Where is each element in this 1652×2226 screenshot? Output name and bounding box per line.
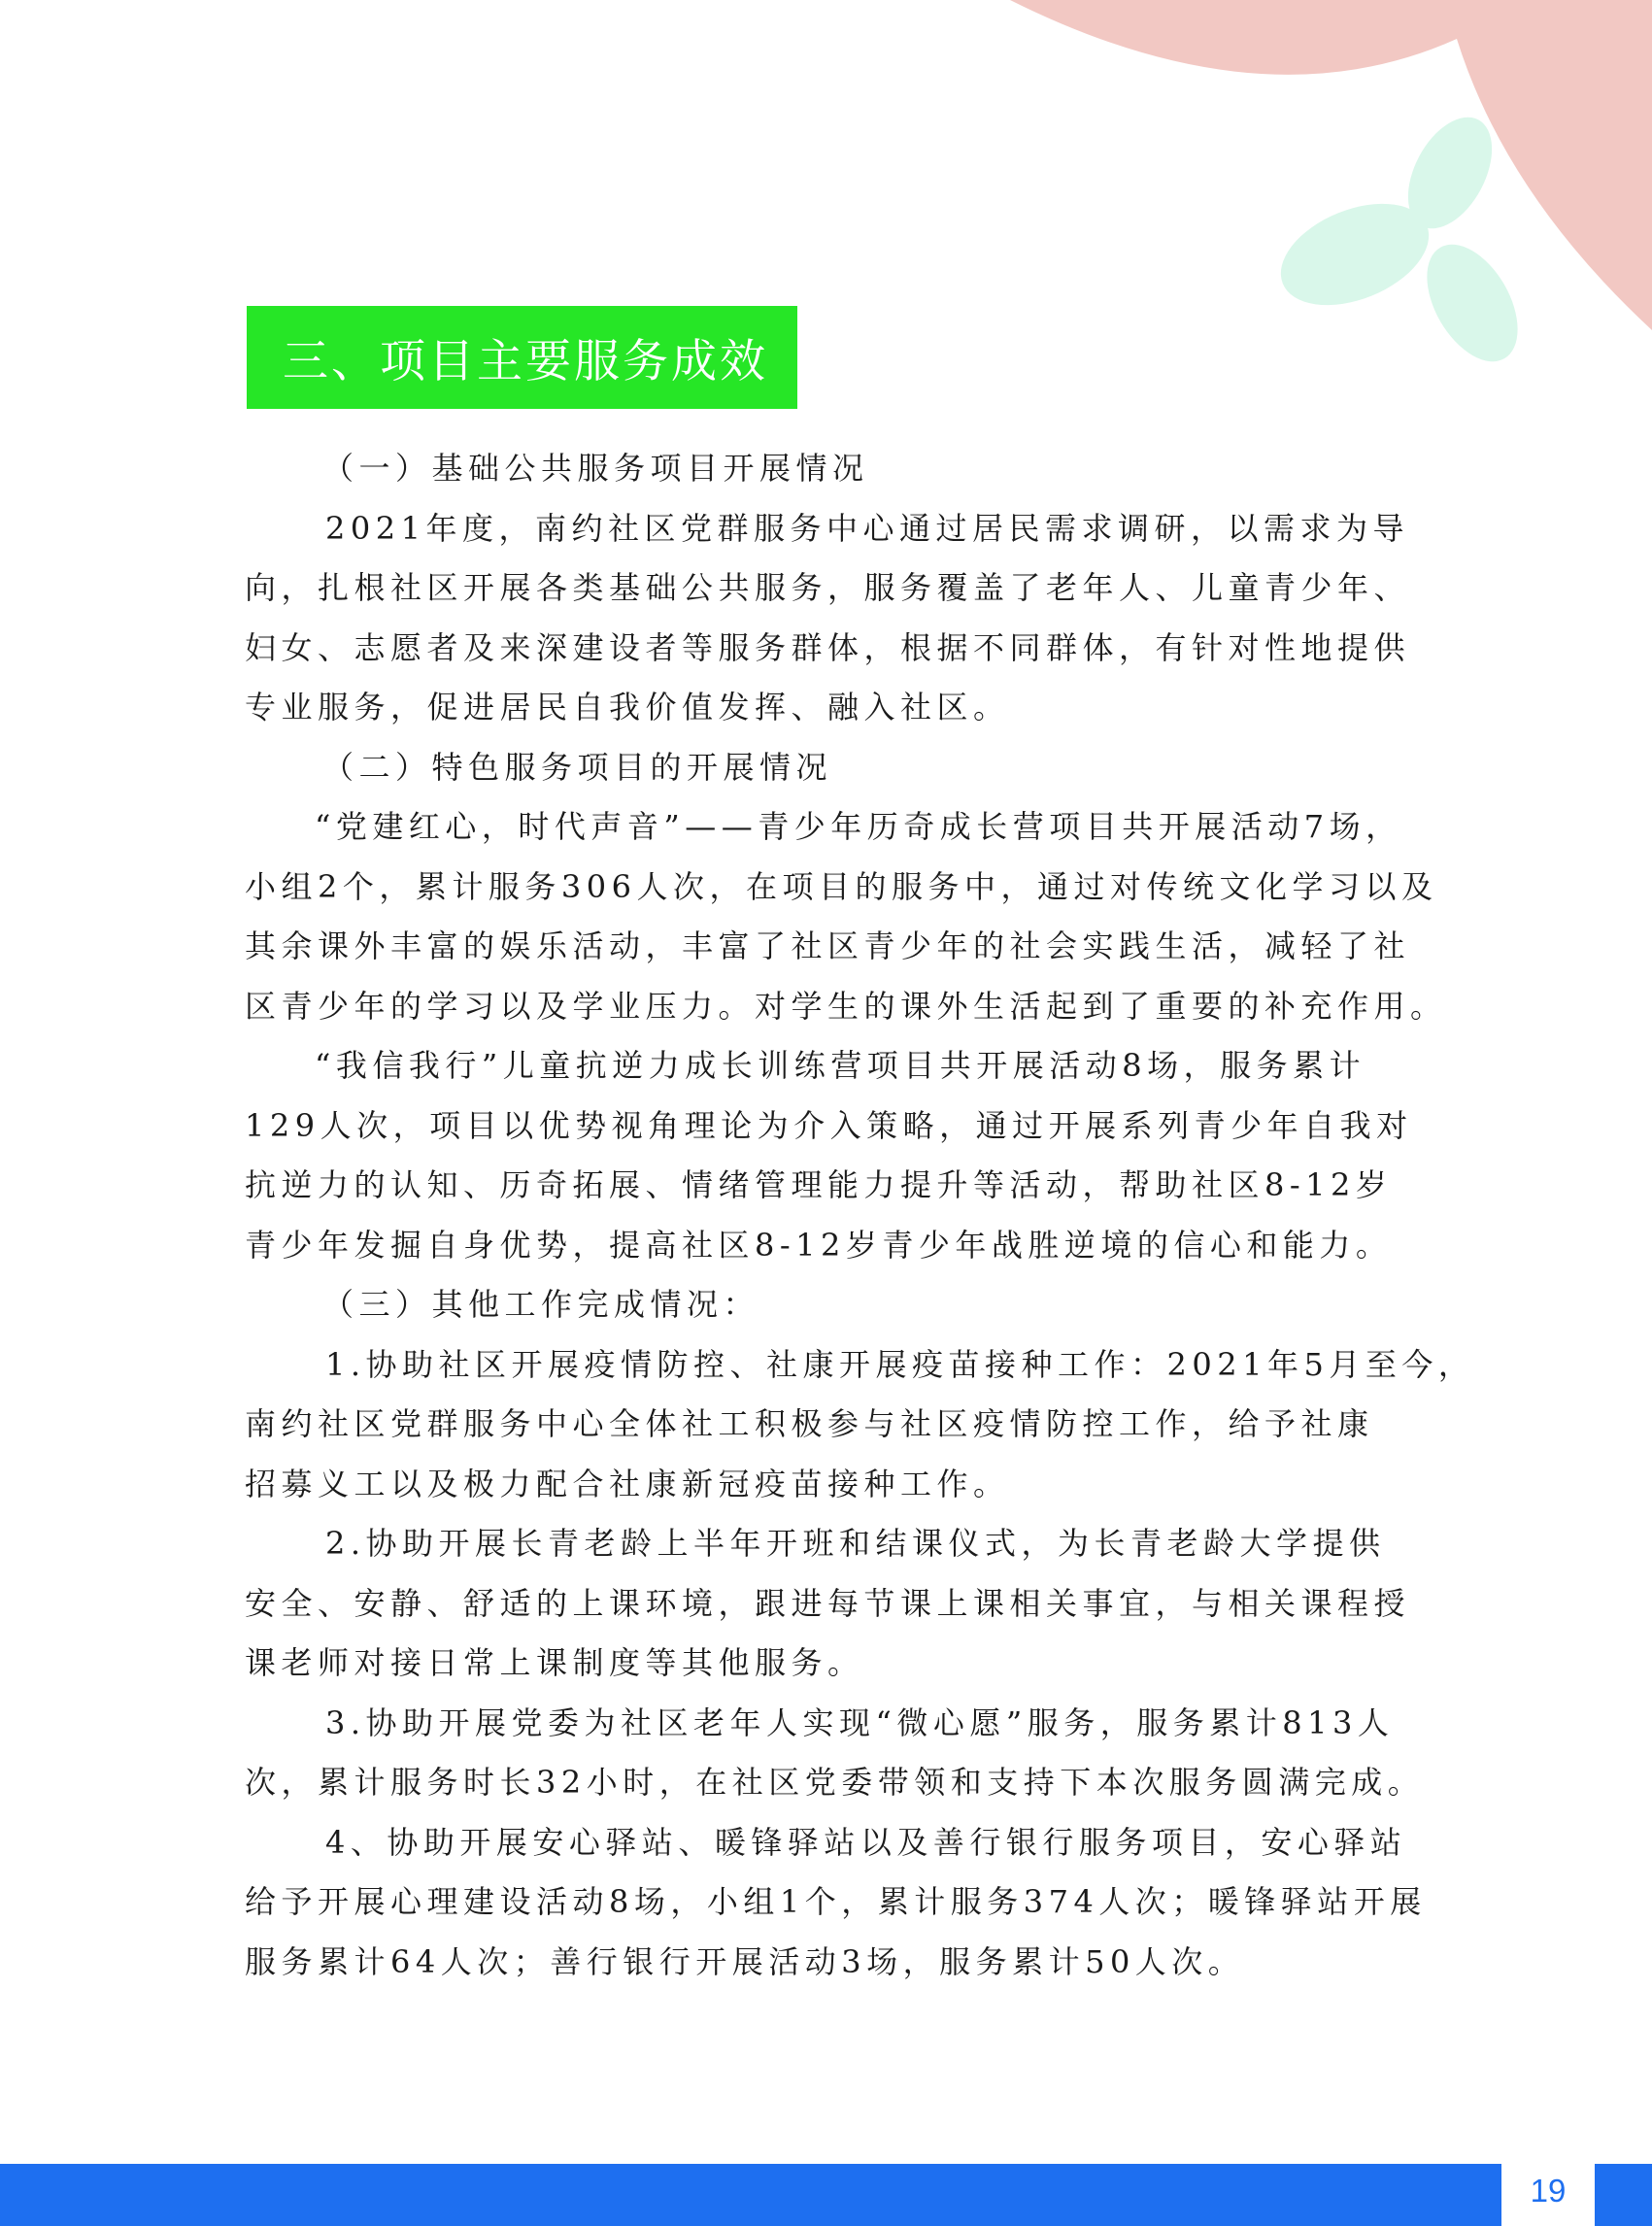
- footer-bar: [0, 2164, 1652, 2226]
- subheading-featured-services: （二）特色服务项目的开展情况: [322, 748, 833, 786]
- text-line: 课老师对接日常上课制度等其他服务。: [245, 1644, 864, 1681]
- text-line: 服务累计64人次；善行银行开展活动3场，服务累计50人次。: [245, 1942, 1245, 1980]
- body-text: [245, 439, 1475, 1992]
- text-line: 区青少年的学习以及学业压力。对学生的课外生活起到了重要的补充作用。: [245, 987, 1447, 1025]
- page-number-box: [1501, 2156, 1595, 2226]
- text-line: 向，扎根社区开展各类基础公共服务，服务覆盖了老年人、儿童青少年、: [245, 569, 1411, 606]
- text-line: 安全、安静、舒适的上课环境，跟进每节课上课相关事宜，与相关课程授: [245, 1584, 1411, 1622]
- subheading-other-work: （三）其他工作完成情况：: [322, 1286, 760, 1323]
- text-line: 抗逆力的认知、历奇拓展、情绪管理能力提升等活动，帮助社区8-12岁: [245, 1166, 1393, 1203]
- section-heading: 三、项目主要服务成效: [283, 334, 768, 388]
- subheading-basic-services: （一）基础公共服务项目开展情况: [322, 450, 869, 487]
- leaf-shape-right: [1408, 229, 1536, 377]
- text-line: “党建红心，时代声音”——青少年历奇成长营项目共开展活动7场，: [315, 808, 1402, 845]
- text-line: 南约社区党群服务中心全体社工积极参与社区疫情防控工作，给予社康: [245, 1405, 1374, 1442]
- text-line: 青少年发掘自身优势，提高社区8-12岁青少年战胜逆境的信心和能力。: [245, 1226, 1393, 1264]
- text-line: 妇女、志愿者及来深建设者等服务群体，根据不同群体，有针对性地提供: [245, 628, 1411, 666]
- text-line: 2021年度，南约社区党群服务中心通过居民需求调研，以需求为导: [325, 509, 1409, 547]
- text-line: 4、协助开展安心驿站、暖锋驿站以及善行银行服务项目，安心驿站: [325, 1823, 1407, 1861]
- leaf-shape-left: [1266, 184, 1444, 324]
- section-heading-bar: [247, 306, 797, 409]
- text-line: 其余课外丰富的娱乐活动，丰富了社区青少年的社会实践生活，减轻了社: [245, 928, 1411, 964]
- pink-petal-shape: [1010, 0, 1652, 330]
- text-line: 129人次，项目以优势视角理论为介入策略，通过开展系列青少年自我对: [245, 1106, 1413, 1144]
- text-line: 3.协助开展党委为社区老年人实现“微心愿”服务，服务累计813人: [325, 1703, 1395, 1741]
- text-line: 专业服务，促进居民自我价值发挥、融入社区。: [245, 689, 1010, 725]
- text-line: 次，累计服务时长32小时，在社区党委带领和支持下本次服务圆满完成。: [245, 1764, 1425, 1801]
- text-line: 2.协助开展长青老龄上半年开班和结课仪式，为长青老龄大学提供: [325, 1525, 1386, 1562]
- page-number: 19: [1530, 2173, 1567, 2209]
- leaf-shape-top: [1391, 103, 1509, 242]
- text-line: 招募义工以及极力配合社康新冠疫苗接种工作。: [245, 1465, 1010, 1502]
- text-line: 给予开展心理建设活动8场，小组1个，累计服务374人次；暖锋驿站开展: [245, 1883, 1427, 1920]
- text-line: “我信我行”儿童抗逆力成长训练营项目共开展活动8场，服务累计: [315, 1047, 1366, 1084]
- text-line: 1.协助社区开展疫情防控、社康开展疫苗接种工作：2021年5月至今，: [325, 1345, 1475, 1383]
- text-line: 小组2个，累计服务306人次，在项目的服务中，通过对传统文化学习以及: [245, 867, 1438, 905]
